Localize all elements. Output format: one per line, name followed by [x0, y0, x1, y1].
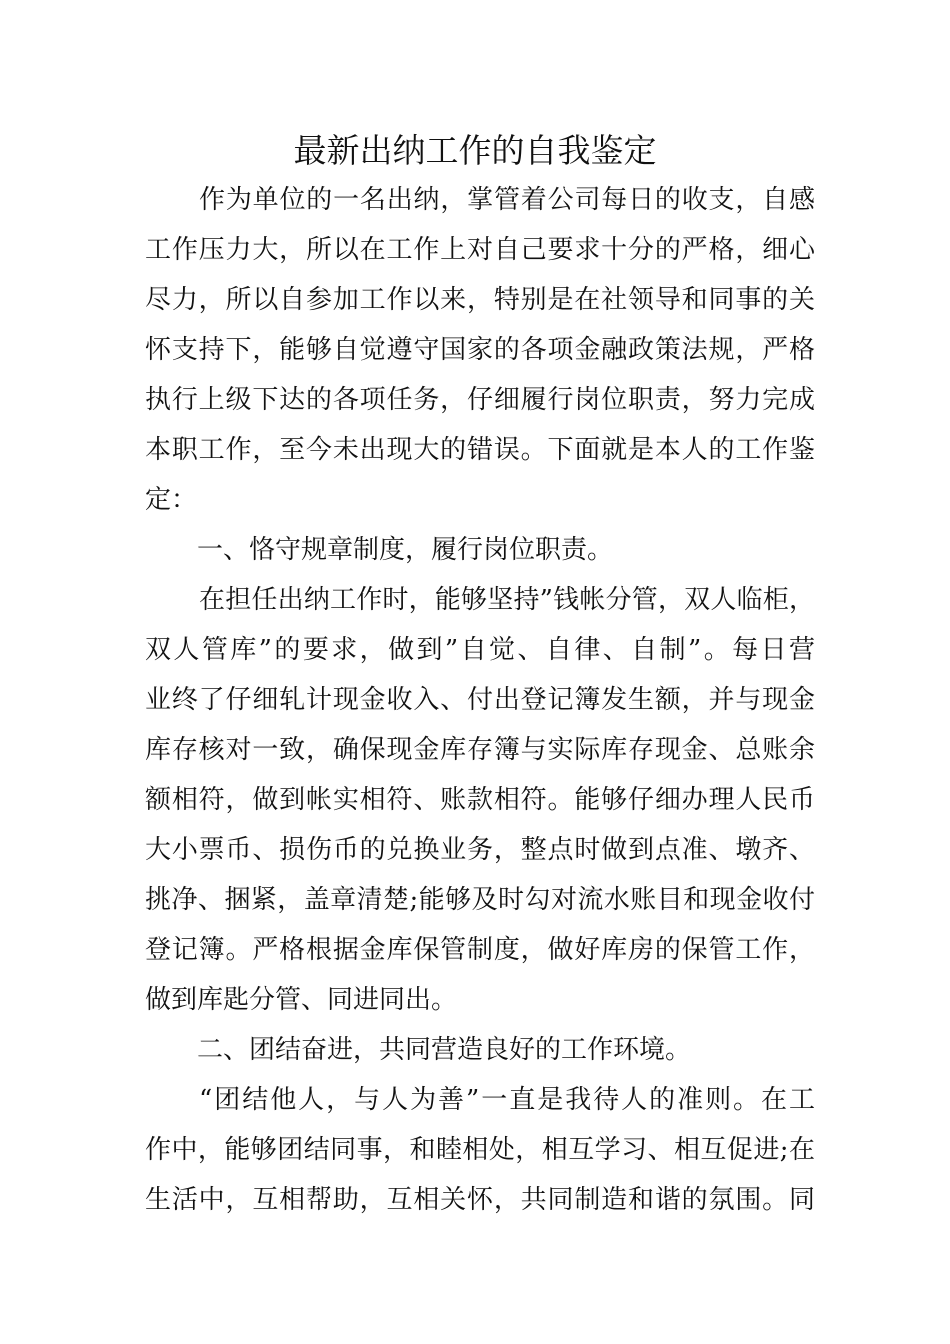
paragraph-line: 工作压力大，所以在工作上对自己要求十分的严格，细心 — [145, 235, 815, 265]
paragraph-line: 在担任出纳工作时，能够坚持”钱帐分管，双人临柜， — [199, 585, 815, 615]
paragraph-line: 挑净、捆紧，盖章清楚;能够及时勾对流水账目和现金收付 — [145, 885, 815, 915]
paragraph-line: 登记簿。严格根据金库保管制度，做好库房的保管工作， — [145, 935, 815, 965]
paragraph-line: 额相符，做到帐实相符、账款相符。能够仔细办理人民币 — [145, 785, 815, 815]
paragraph-line: 做到库匙分管、同进同出。 — [145, 985, 458, 1015]
paragraph-line: 怀支持下，能够自觉遵守国家的各项金融政策法规，严格 — [145, 335, 815, 365]
document-body — [145, 175, 815, 1225]
paragraph-line: 作中，能够团结同事，和睦相处，相互学习、相互促进;在 — [145, 1135, 815, 1165]
paragraph-line: 尽力，所以自参加工作以来，特别是在社领导和同事的关 — [145, 285, 815, 315]
document-title: 最新出纳工作的自我鉴定 — [293, 131, 657, 170]
paragraph-line: 双人管库”的要求，做到”自觉、自律、自制”。每日营 — [145, 635, 815, 665]
paragraph-line: 执行上级下达的各项任务，仔细履行岗位职责，努力完成 — [145, 385, 815, 415]
paragraph-line: 生活中，互相帮助，互相关怀，共同制造和谐的氛围。同 — [145, 1185, 815, 1215]
paragraph-line: “团结他人，与人为善”一直是我待人的准则。在工 — [199, 1085, 815, 1115]
paragraph-line: 作为单位的一名出纳，掌管着公司每日的收支，自感 — [199, 185, 815, 215]
paragraph-line: 本职工作，至今未出现大的错误。下面就是本人的工作鉴 — [145, 435, 815, 465]
section-heading: 一、恪守规章制度，履行岗位职责。 — [197, 535, 614, 565]
paragraph-line: 库存核对一致，确保现金库存簿与实际库存现金、总账余 — [145, 735, 815, 765]
section-heading: 二、团结奋进，共同营造良好的工作环境。 — [197, 1035, 692, 1065]
paragraph-line: 定： — [145, 485, 198, 515]
paragraph-line: 大小票币、损伤币的兑换业务，整点时做到点准、墩齐、 — [145, 835, 815, 865]
paragraph-line: 业终了仔细轧计现金收入、付出登记簿发生额，并与现金 — [145, 685, 815, 715]
